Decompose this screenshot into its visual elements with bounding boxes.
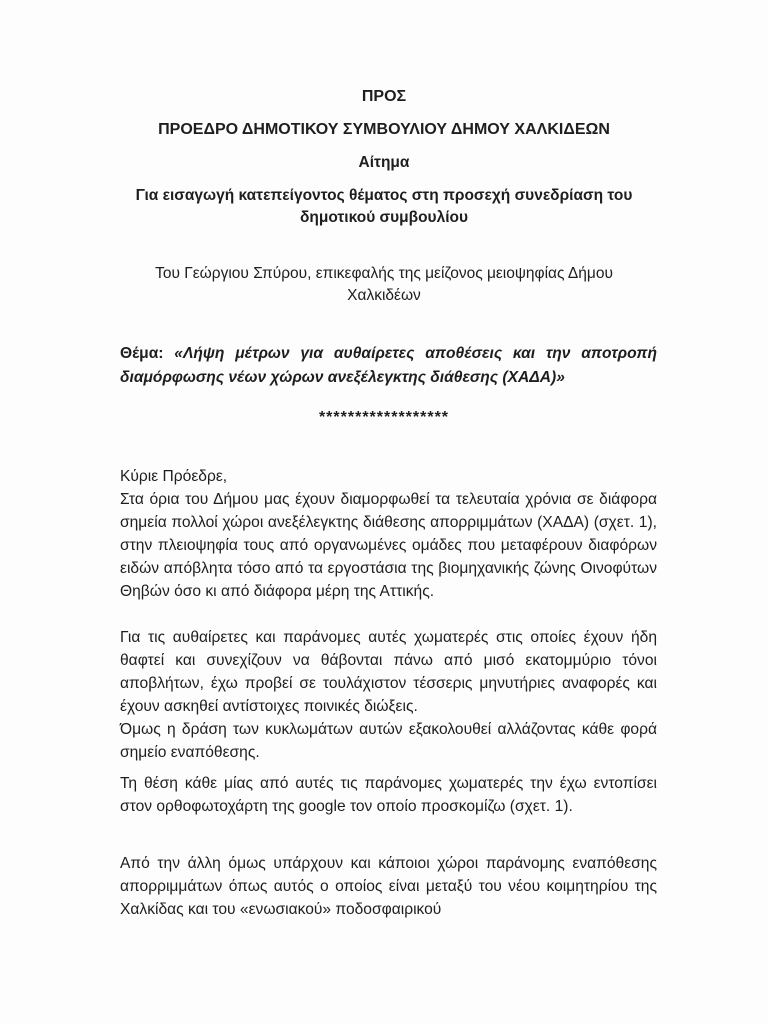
header-doc-type: Αίτημα <box>358 154 410 171</box>
subject-text: «Λήψη μέτρων για αυθαίρετες αποθέσεις και την αποτροπή διαμόρφωσης νέων χώρων ανεξέλεγκτης διάθεσης (ΧΑΔΑ)» <box>120 345 657 386</box>
paragraph-4: Τη θέση κάθε μίας από αυτές τις παράνομες χωματερές την έχω εντοπίσει στον ορθοφωτοχάρτη της google τον οποίο προσκομίζω (σχετ. 1). <box>120 775 657 815</box>
header-purpose-line1: Για εισαγωγή κατεπείγοντος θέματος στη προσεχή συνεδρίαση του <box>135 187 633 204</box>
separator: ****************** <box>318 409 450 426</box>
paragraph-5: Από την άλλη όμως υπάρχουν και κάποιοι χώροι παράνομης εναπόθεσης απορριμμάτων όπως αυτός ο οποίος είναι μεταξύ του νέου κοιμητηρίου της Χαλκίδας και του «ενωσιακού» ποδοσφαιρικού <box>120 855 657 918</box>
paragraph-1: Στα όρια του Δήμου μας έχουν διαμορφωθεί τα τελευταία χρόνια σε διάφορα σημεία πολλοί χώροι ανεξέλεγκτης διάθεσης απορριμμάτων (ΧΑΔΑ) (σχετ. 1), στην πλειοψηφία τους από οργανωμένες ομάδες που μεταφέρουν διαφόρων ειδών απόβλητα τόσο από τα εργοστάσια της βιομηχανικής ζώνης Οινοφύτων Θηβών όσο κι από διάφορα μέρη της Αττικής. <box>120 491 657 600</box>
sender-line2: Χαλκιδέων <box>347 287 421 304</box>
salutation: Κύριε Πρόεδρε, <box>120 468 228 485</box>
subject-block <box>120 342 657 390</box>
paragraph-3: Όμως η δράση των κυκλωμάτων αυτών εξακολουθεί αλλάζοντας κάθε φορά σημείο εναπόθεσης. <box>120 721 657 761</box>
header-to: ΠΡΟΣ <box>361 88 407 105</box>
header-recipient: ΠΡΟΕΔΡΟ ΔΗΜΟΤΙΚΟΥ ΣΥΜΒΟΥΛΙΟΥ ΔΗΜΟΥ ΧΑΛΚΙΔΕΩΝ <box>158 121 610 138</box>
sender-line1: Του Γεώργιου Σπύρου, επικεφαλής της μείζονος μειοψηφίας Δήμου <box>155 265 613 282</box>
subject-label: Θέμα: <box>120 345 164 362</box>
paragraph-2: Για τις αυθαίρετες και παράνομες αυτές χωματερές στις οποίες έχουν ήδη θαφτεί και συνεχίζουν να θάβονται πάνω από μισό εκατομμύριο τόνοι αποβλήτων, έχω προβεί σε τουλάχιστον τέσσερις μηνυτήριες αναφορές και έχουν ασκηθεί αντίστοιχες ποινικές διώξεις. <box>120 629 657 715</box>
header-purpose-line2: δημοτικού συμβουλίου <box>299 209 468 226</box>
